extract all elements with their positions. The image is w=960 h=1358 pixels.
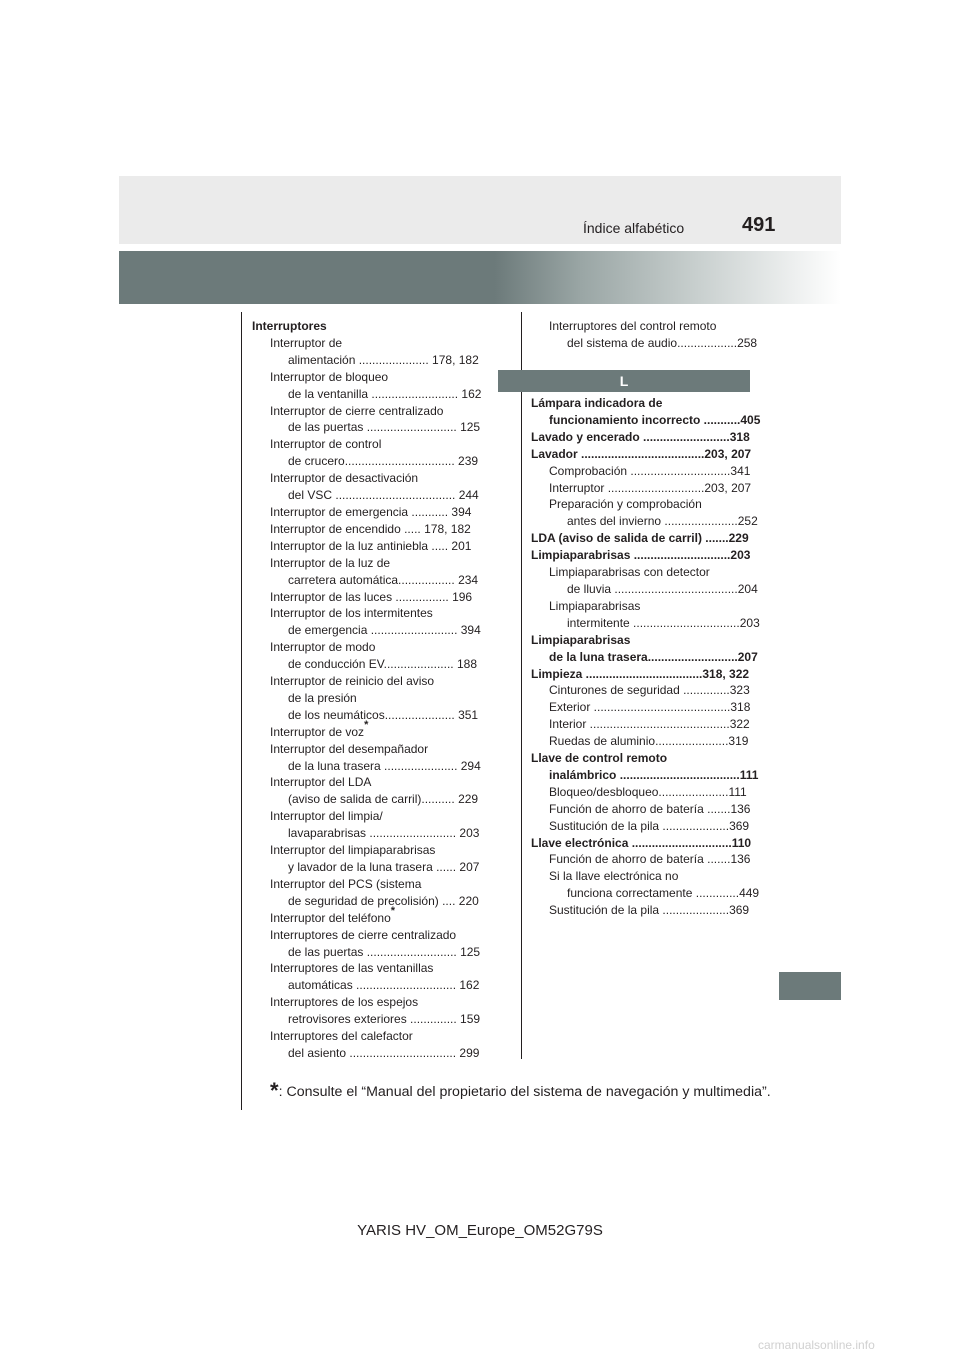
- index-subentry: [252, 555, 482, 572]
- index-subentry: [531, 564, 756, 581]
- index-subentry: [252, 504, 482, 521]
- index-subentry: [252, 521, 482, 538]
- index-subentry: [252, 960, 482, 977]
- index-entry-text: carretera automática................. 234: [288, 572, 479, 587]
- index-heading: [531, 547, 756, 564]
- index-subentry: [252, 774, 482, 791]
- index-entry-text: Limpieza ...................................318, 322: [531, 666, 750, 681]
- index-entry-text: Lámpara indicadora de: [531, 396, 663, 410]
- index-subentry: [531, 801, 756, 818]
- index-subentry: [252, 436, 482, 453]
- index-subentry: [531, 699, 756, 716]
- index-entry-text: Si la llave electrónica no: [549, 869, 679, 884]
- index-entry-text: Limpiaparabrisas: [549, 598, 641, 613]
- index-heading: [531, 530, 756, 547]
- index-subentry-continued: [531, 335, 756, 352]
- index-subentry: [531, 480, 756, 497]
- index-entry-text: retrovisores exteriores .............. 159: [288, 1012, 481, 1027]
- index-entry-text: Interruptor de control: [270, 437, 382, 452]
- index-entry-text: Interruptor de: [270, 335, 343, 350]
- index-heading: [531, 750, 756, 767]
- index-subentry-continued: [252, 977, 482, 994]
- index-subentry: [252, 589, 482, 606]
- index-entry-text: Interruptor del LDA: [270, 775, 372, 790]
- index-entry-text: Interruptor del PCS (sistema: [270, 876, 422, 891]
- index-entry-text: Llave electrónica ..............................110: [531, 835, 752, 850]
- index-entry-text: Interruptor del teléfono: [270, 910, 391, 925]
- index-subentry: [531, 902, 756, 919]
- column-divider: [521, 312, 522, 1059]
- index-entry-text: Interruptor de reinicio del aviso: [270, 674, 435, 689]
- index-subentry-continued: [252, 656, 482, 673]
- index-entry-text: de la luna trasera...........................207: [549, 649, 758, 664]
- index-subentry: [252, 842, 482, 859]
- index-entry-text: Interruptores de las ventanillas: [270, 961, 434, 976]
- index-entry-text: Sustitución de la pila ....................369: [549, 818, 750, 833]
- index-subentry: [252, 741, 482, 758]
- index-entry-text: Limpiaparabrisas con detector: [549, 565, 710, 580]
- page-number: 491: [742, 214, 776, 236]
- index-entry-text: intermitente ................................203: [567, 615, 760, 630]
- index-subentry-continued: [252, 487, 482, 504]
- index-entry-text: funcionamiento incorrecto ...........405: [549, 412, 761, 427]
- index-subentry: [252, 904, 482, 927]
- index-entry-text: Interruptor de emergencia ........... 394: [270, 504, 472, 519]
- index-subentry-continued: [252, 1011, 482, 1028]
- index-subentry: [252, 927, 482, 944]
- index-subentry: [531, 784, 756, 801]
- index-entry-text: lavaparabrisas .......................... 203: [288, 826, 480, 841]
- index-entry-text: y lavador de la luna trasera ...... 207: [288, 860, 480, 874]
- index-subentry-continued: [252, 893, 482, 910]
- index-heading: [531, 666, 756, 683]
- header-band: [119, 176, 841, 244]
- index-entry-text: de la presión: [288, 690, 357, 705]
- index-entry-text: Función de ahorro de batería .......136: [549, 852, 751, 867]
- index-entry-text: de seguridad de precolisión) .... 220: [288, 893, 479, 908]
- index-subentry: [531, 716, 756, 733]
- index-entry-text: Interruptor de desactivación: [270, 471, 419, 486]
- footnote: [270, 1078, 771, 1103]
- index-entry-text: Exterior .........................................318: [549, 700, 751, 715]
- index-subentry-continued: [252, 859, 482, 876]
- index-heading: [252, 318, 482, 335]
- header-gradient-bar: [119, 251, 841, 304]
- index-heading-continued: [531, 649, 756, 666]
- index-entry-text: de la luna trasera ...................... 294: [288, 758, 481, 773]
- index-subentry: [252, 1028, 482, 1045]
- index-entry-text: Interruptor .............................203, 207: [549, 480, 752, 495]
- index-entry-text: automáticas .............................. 162: [288, 978, 480, 993]
- index-entry-text: Función de ahorro de batería .......136: [549, 801, 751, 816]
- index-subentry: [252, 605, 482, 622]
- index-entry-text: Interruptor de los intermitentes: [270, 606, 433, 621]
- index-subentry-continued: [252, 690, 482, 707]
- index-subentry: [531, 496, 756, 513]
- index-entry-text: Interruptor de la luz de: [270, 555, 391, 570]
- index-entry-text: Interruptor de modo: [270, 640, 376, 655]
- index-subentry-continued: [252, 352, 482, 369]
- index-subentry-continued: [252, 825, 482, 842]
- index-subentry: [531, 682, 756, 699]
- index-entry-text: alimentación ..................... 178, 182: [288, 352, 479, 367]
- index-entry-text: Limpiaparabrisas .............................203: [531, 548, 751, 563]
- index-subentry: [531, 818, 756, 835]
- index-subentry-continued: [531, 581, 756, 598]
- index-entry-text: Lavado y encerado ..........................318: [531, 429, 750, 444]
- index-entry-text: Interruptores de los espejos: [270, 995, 419, 1010]
- watermark: carmanualsonline.info: [758, 1338, 875, 1352]
- index-subentry: [252, 470, 482, 487]
- index-subentry-continued: [252, 622, 482, 639]
- footnote-marker: *: [390, 904, 396, 917]
- section-letter-bar: L: [498, 370, 750, 392]
- index-entry-text: Interruptor de encendido ..... 178, 182: [270, 521, 471, 536]
- index-subentry-continued: [252, 572, 482, 589]
- index-subentry-continued: [252, 791, 482, 808]
- index-subentry: [252, 369, 482, 386]
- left-margin-rule: [241, 312, 242, 1110]
- index-subentry: [252, 335, 482, 352]
- index-heading: [531, 835, 756, 852]
- section-title: Índice alfabético: [583, 220, 685, 236]
- index-entry-text: Interruptor de las luces ................ 196: [270, 589, 473, 604]
- index-entry-text: funciona correctamente .............449: [567, 886, 760, 901]
- index-entry-text: Interruptores del control remoto: [549, 319, 717, 333]
- index-subentry: [252, 538, 482, 555]
- index-subentry: [531, 733, 756, 750]
- index-column-left: [252, 318, 482, 1062]
- document-code: YARIS HV_OM_Europe_OM52G79S: [357, 1222, 603, 1239]
- index-subentry: [252, 673, 482, 690]
- index-entry-text: Interruptor de bloqueo: [270, 369, 389, 384]
- index-entry-text: Limpiaparabrisas: [531, 632, 631, 647]
- index-entry-text: Interruptor del limpia/: [270, 809, 383, 824]
- index-entry-text: del VSC .................................... 244: [288, 488, 479, 503]
- index-entry-text: del asiento ................................ 299: [288, 1045, 480, 1060]
- index-subentry: [531, 851, 756, 868]
- index-entry-text: Interruptor de la luz antiniebla ..... 201: [270, 538, 472, 553]
- chapter-side-tab: [779, 972, 841, 1000]
- index-subentry: [531, 868, 756, 885]
- index-subentry-continued: [252, 944, 482, 961]
- index-entry-text: de conducción EV..................... 188: [288, 657, 477, 672]
- index-heading-continued: [531, 412, 761, 429]
- footnote-asterisk: *: [270, 1078, 279, 1103]
- index-subentry-continued: [252, 453, 482, 470]
- index-entry-text: (aviso de salida de carril).......... 229: [288, 792, 479, 807]
- index-heading: [531, 446, 756, 463]
- index-subentry: [531, 463, 756, 480]
- index-entry-text: Preparación y comprobación: [549, 497, 702, 512]
- index-entry-text: Cinturones de seguridad ..............323: [549, 683, 750, 698]
- index-entry-text: Interruptor del desempañador: [270, 741, 429, 756]
- index-column-right-top: [531, 318, 756, 352]
- index-entry-text: Lavador .....................................203, 207: [531, 446, 752, 461]
- index-entry-text: LDA (aviso de salida de carril) .......229: [531, 531, 749, 546]
- index-heading-continued: [531, 767, 759, 784]
- index-entry-text: Interruptor del limpiaparabrisas: [270, 843, 436, 858]
- index-entry-text: Interruptor de cierre centralizado: [270, 403, 444, 418]
- index-entry-text: Interruptor de voz: [270, 724, 365, 739]
- index-subentry: [252, 639, 482, 656]
- index-entry-text: Interruptores: [252, 319, 327, 333]
- index-entry-text: antes del invierno ......................252: [567, 514, 758, 529]
- index-entry-text: Interruptores del calefactor: [270, 1029, 413, 1044]
- index-heading: [531, 632, 756, 649]
- index-subentry: [252, 808, 482, 825]
- index-entry-text: inalámbrico ....................................111: [549, 767, 759, 782]
- index-subentry-continued: [531, 513, 756, 530]
- index-subentry: [531, 598, 756, 615]
- index-entry-text: Ruedas de aluminio......................319: [549, 734, 749, 749]
- index-subentry: [531, 318, 756, 335]
- index-heading: [531, 429, 756, 446]
- index-entry-text: Sustitución de la pila ....................369: [549, 903, 750, 918]
- index-heading: [531, 395, 756, 412]
- index-entry-text: de los neumáticos..................... 351: [288, 707, 479, 722]
- index-entry-text: Bloqueo/desbloqueo.....................111: [549, 784, 747, 799]
- index-subentry-continued: [531, 885, 760, 902]
- index-subentry-continued: [252, 1045, 482, 1062]
- index-entry-text: Comprobación ..............................341: [549, 463, 751, 478]
- footnote-marker: *: [364, 718, 369, 731]
- footnote-text: : Consulte el “Manual del propietario del sistema de navegación y multimedia”.: [278, 1084, 771, 1100]
- index-column-right: [531, 395, 761, 919]
- index-entry-text: Interruptores de cierre centralizado: [270, 927, 457, 942]
- index-entry-text: de las puertas ........................... 125: [288, 944, 481, 959]
- index-subentry-continued: [252, 419, 482, 436]
- index-subentry: [252, 876, 482, 893]
- index-entry-text: Interior ..........................................322: [549, 717, 750, 732]
- index-subentry: [252, 403, 482, 420]
- index-entry-text: de crucero................................. 239: [288, 454, 479, 469]
- index-subentry-continued: [252, 386, 482, 403]
- index-entry-text: de la ventanilla .......................... 162: [288, 386, 482, 401]
- index-entry-text: de las puertas ........................... 125: [288, 420, 481, 435]
- index-subentry-continued: [252, 758, 482, 775]
- index-subentry: [252, 994, 482, 1011]
- index-subentry-continued: [531, 615, 760, 632]
- index-entry-text: del sistema de audio..................258: [567, 335, 758, 350]
- index-entry-text: de emergencia .......................... 394: [288, 623, 481, 638]
- index-entry-text: de lluvia .....................................204: [567, 581, 758, 596]
- index-entry-text: Llave de control remoto: [531, 751, 668, 766]
- index-subentry: [252, 718, 482, 741]
